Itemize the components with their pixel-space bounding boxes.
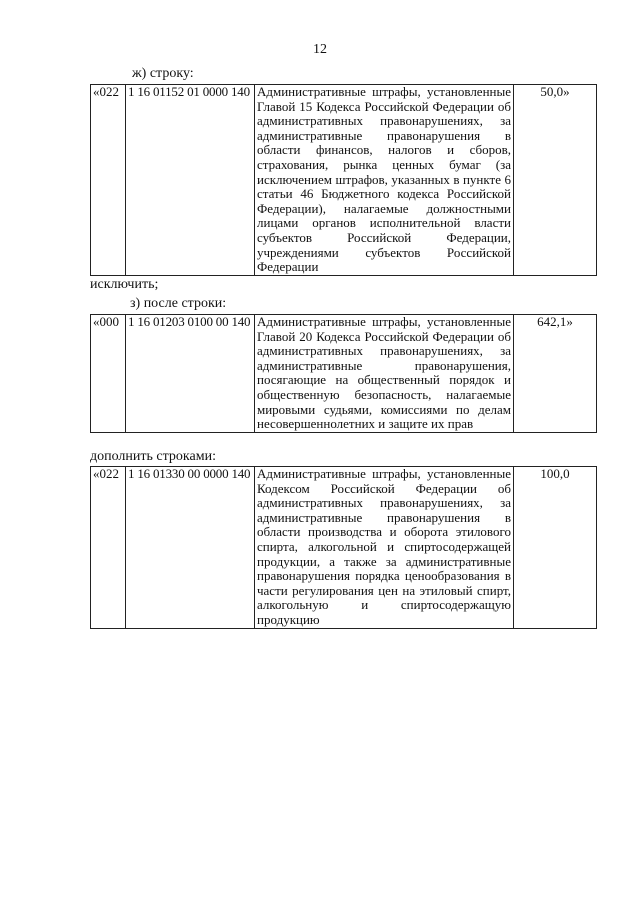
page-number: 12 (313, 42, 327, 57)
row-description: Административные штрафы, установленные Главой 15 Кодекса Российской Федерации об административных правонарушениях, за административные правонарушения в области финансов, налогов и сборов, страхования, рынка ценных бумаг (за исключением штрафов, указанных в пункте 6 статьи 46 Бюджетного кодекса Российской Федерации), налагаемые должностными лицами органов исполнительной власти субъектов Российской Федерации, учреждениями субъектов Российской Федерации (255, 85, 514, 276)
row-description: Административные штрафы, установленные Главой 20 Кодекса Российской Федерации об административных правонарушениях, за административные правонарушения, посягающие на общественный порядок и общественную безопасность, налагаемые мировыми судьями, комиссиями по делам несовершеннолетних и защите их прав (255, 315, 514, 433)
budget-code: 1 16 01203 0100 00 140 (126, 315, 255, 433)
budget-code: 1 16 01330 00 0000 140 (126, 467, 255, 629)
table-row (91, 315, 597, 433)
row-value: 50,0» (514, 85, 597, 276)
section-zh-intro: ж) строку: (132, 66, 194, 81)
table-row (91, 467, 597, 629)
section-zh-after: исключить; (90, 277, 159, 292)
table-row-zh (90, 84, 597, 276)
table-row-z (90, 314, 597, 433)
section-z-intro: з) после строки: (130, 296, 227, 311)
row-description: Административные штрафы, установленные Кодексом Российской Федерации об административных правонарушениях, за административные правонарушения в области производства и оборота этилового спирта, алкогольной и спиртосодержащей продукции, а также за административные правонарушения порядка ценообразования в части регулирования цен на этиловый спирт, алкогольную и спиртосодержащую продукцию (255, 467, 514, 629)
row-prefix: «022 (91, 467, 126, 629)
table-row-add (90, 466, 597, 629)
budget-code: 1 16 01152 01 0000 140 (126, 85, 255, 276)
row-prefix: «000 (91, 315, 126, 433)
row-value: 100,0 (514, 467, 597, 629)
section-add-intro: дополнить строками: (90, 449, 216, 464)
table-row (91, 85, 597, 276)
row-prefix: «022 (91, 85, 126, 276)
row-value: 642,1» (514, 315, 597, 433)
